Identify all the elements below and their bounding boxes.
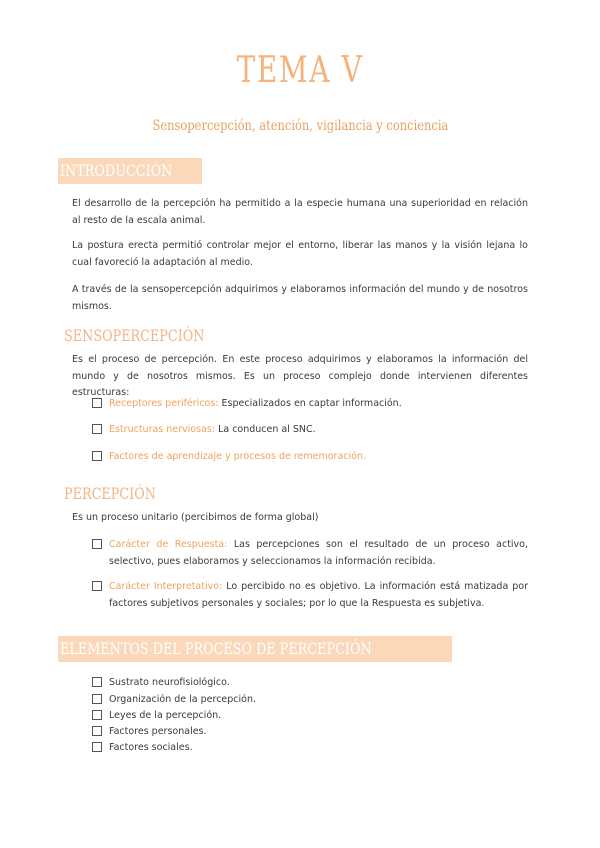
elementos-item [92,739,528,756]
checkbox[interactable] [92,694,102,704]
introduccion-heading [58,158,202,184]
item-text: Factores sociales. [109,742,193,753]
elementos-item [92,723,528,740]
checkbox[interactable] [92,451,102,461]
percepcion-heading [64,484,179,503]
item-description: La conducen al SNC. [215,424,316,435]
item-text: Organización de la percepción. [109,694,257,705]
item-text: Factores personales. [109,726,207,737]
item-description: Las percepciones son el resultado de un proceso activo, selectivo, pues elaboramos y seleccionamos la información recibida. [109,539,529,567]
item-term: Carácter de Respuesta: [109,539,228,550]
sensopercepcion-item [92,395,528,412]
introduccion-paragraph-3: A través de la sensopercepción adquirimos y elaboramos información del mundo y de nosotros mismos. [72,284,528,312]
item-description: Especializados en captar información. [218,398,402,409]
checkbox[interactable] [92,581,102,591]
percepcion-paragraph: Es un proceso unitario (percibimos de forma global) [72,512,319,523]
checkbox[interactable] [92,710,102,720]
item-term: Carácter Interpretativo: [109,581,223,592]
sensopercepcion-item [92,421,528,438]
percepcion-heading-text: PERCEPCIÓN [64,484,156,503]
item-term: Factores de aprendizaje y procesos de rememoración. [109,451,367,462]
sensopercepcion-paragraph: Es el proceso de percepción. En este proceso adquirimos y elaboramos la información del mundo y de nosotros mismos. Es un proceso complejo donde intervienen diferentes estructuras: [72,354,528,398]
sensopercepcion-heading [64,326,240,345]
checkbox[interactable] [92,742,102,752]
item-term: Estructuras nerviosas: [109,424,216,435]
checkbox[interactable] [92,398,102,408]
subtitle-text: Sensopercepción, atención, vigilancia y conciencia [152,118,448,134]
checkbox[interactable] [92,726,102,736]
introduccion-heading-text: INTRODUCCIÓN [60,161,173,180]
item-text: Leyes de la percepción. [109,710,222,721]
elementos-heading-text: ELEMENTOS DEL PROCESO DE PERCEPCIÓN [60,639,372,658]
percepcion-item [92,536,528,570]
page-title: TEMA V [236,50,364,91]
sensopercepcion-item [92,448,528,465]
elementos-heading [58,636,452,662]
introduccion-paragraph-1: El desarrollo de la percepción ha permitido a la especie humana una superioridad en relación al resto de la escala animal. [72,198,528,226]
elementos-item [92,691,528,708]
sensopercepcion-heading-text: SENSOPERCEPCIÓN [64,326,205,345]
elementos-item [92,674,528,691]
checkbox[interactable] [92,539,102,549]
item-description: Lo percibido no es objetivo. La información está matizada por factores subjetivos personales y sociales; por lo que la Respuesta es subjetiva. [109,581,528,609]
item-text: Sustrato neurofisiológico. [109,677,230,688]
percepcion-item [92,578,528,612]
checkbox[interactable] [92,424,102,434]
elementos-item [92,707,528,724]
item-term: Receptores periféricos: [109,398,219,409]
introduccion-paragraph-2: La postura erecta permitió controlar mejor el entorno, liberar las manos y la visión lejana lo cual favoreció la adaptación al medio. [72,240,528,268]
checkbox[interactable] [92,677,102,687]
page-subtitle [0,118,600,134]
